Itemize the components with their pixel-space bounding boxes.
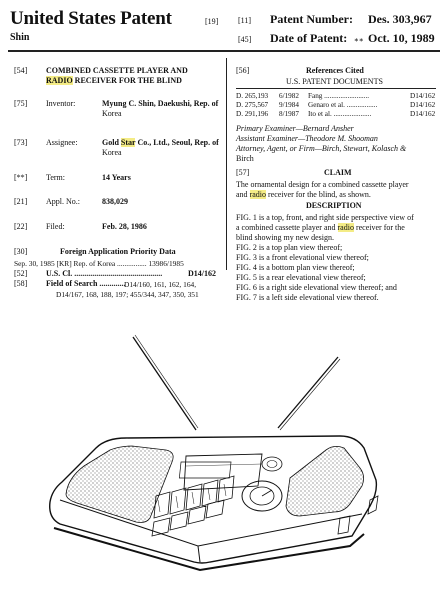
date-label: Date of Patent: <box>270 31 348 45</box>
inventor-label: Inventor: <box>46 99 76 108</box>
filed-label: Filed: <box>46 222 65 231</box>
field-line2: D14/167, 168, 188, 197; 455/344, 347, 350, 351 <box>56 290 199 299</box>
term-value: 14 Years <box>102 173 131 182</box>
assignee-line2: Korea <box>102 148 122 157</box>
highlight-radio: RADIO <box>46 76 73 85</box>
priority-ref: [30] <box>14 247 28 256</box>
appl-ref: [21] <box>14 197 28 206</box>
invention-title-line1: COMBINED CASSETTE PLAYER AND <box>46 66 188 75</box>
inventor-line2: Korea <box>102 109 122 118</box>
desc-line: FIG. 6 is a right side elevational view thereof; and <box>236 283 397 292</box>
desc-line: FIG. 1 is a top, front, and right side perspective view of <box>236 213 414 222</box>
assignee-ref: [73] <box>14 138 28 147</box>
attorney-line1: Attorney, Agent, or Firm—Birch, Stewart, Kolasch & <box>236 144 407 153</box>
date-ref: [45] <box>238 35 252 44</box>
title-field-ref: [54] <box>14 66 28 75</box>
highlight-radio: radio <box>249 190 266 199</box>
highlight-star: Star <box>120 138 136 147</box>
refs-title: References Cited <box>306 66 364 75</box>
header-rule <box>8 50 440 52</box>
citation-row: D. 291,196 8/1987 Ito et al. ..................... D14/162 <box>236 110 436 118</box>
filed-value: Feb. 28, 1986 <box>102 222 147 231</box>
appl-value: 838,029 <box>102 197 128 206</box>
claim-title: CLAIM <box>324 168 352 177</box>
priority-line: Sep. 30, 1985 [KR] Rep. of Korea ................ 13986/1985 <box>14 259 184 268</box>
citation-row: D. 275,567 9/1984 Genaro et al. ................. D14/162 <box>236 101 436 109</box>
desc-line: FIG. 4 is a bottom plan view thereof; <box>236 263 355 272</box>
date-marker: ∗∗ <box>354 36 364 44</box>
invention-title-line2: RADIO RECEIVER FOR THE BLIND <box>46 76 182 85</box>
left-antenna <box>133 337 196 430</box>
patent-number: Des. 303,967 <box>368 12 432 26</box>
inventor-ref: [75] <box>14 99 28 108</box>
column-divider <box>226 58 227 270</box>
desc-line: FIG. 5 is a rear elevational view thereof; <box>236 273 366 282</box>
inventor-line1: Myung C. Shin, Daekushi, Rep. of <box>102 99 219 108</box>
claim-ref: [57] <box>236 168 250 177</box>
desc-line: FIG. 7 is a left side elevational view thereof. <box>236 293 379 302</box>
claim-line1: The ornamental design for a combined cassette player <box>236 180 409 189</box>
field-line1: D14/160, 161, 162, 164, <box>124 280 197 289</box>
examiner-primary: Primary Examiner—Bernard Ansher <box>236 124 354 133</box>
uscl-label: U.S. Cl. ............................................ <box>46 269 163 278</box>
field-ref: [58] <box>14 279 28 288</box>
appl-label: Appl. No.: <box>46 197 80 206</box>
citation-row: D. 265,193 6/1982 Fang ......................... D14/162 <box>236 92 436 100</box>
priority-title: Foreign Application Priority Data <box>60 247 176 256</box>
field-label: Field of Search ............. <box>46 279 126 288</box>
highlight-radio: radio <box>337 223 354 232</box>
patent-title: United States Patent <box>10 8 172 29</box>
uscl-value: D14/162 <box>188 269 216 278</box>
filed-ref: [22] <box>14 222 28 231</box>
term-ref: [**] <box>14 173 28 182</box>
refs-ref: [56] <box>236 66 250 75</box>
patent-date: Oct. 10, 1989 <box>368 31 435 45</box>
right-antenna <box>278 357 338 428</box>
desc-line: FIG. 2 is a top plan view thereof; <box>236 243 343 252</box>
uscl-ref: [52] <box>14 269 28 278</box>
inventor-surname: Shin <box>10 32 30 43</box>
citation-list <box>236 92 438 120</box>
desc-line: FIG. 3 is a front elevational view thereof; <box>236 253 369 262</box>
attorney-line2: Birch <box>236 154 254 163</box>
assignee-label: Assignee: <box>46 138 78 147</box>
title-ref: [19] <box>205 17 219 26</box>
desc-line: a combined cassette player and radio receiver for the <box>236 223 405 232</box>
patent-number-label: Patent Number: <box>270 12 353 26</box>
cassette-radio-drawing <box>0 310 448 600</box>
examiner-assistant: Assistant Examiner—Theodore M. Shooman <box>236 134 378 143</box>
refs-rule <box>236 88 436 89</box>
assignee-line1: Gold Star Co., Ltd., Seoul, Rep. of <box>102 138 219 147</box>
refs-subtitle: U.S. PATENT DOCUMENTS <box>286 77 383 86</box>
desc-line: blind showing my new design. <box>236 233 334 242</box>
description-title: DESCRIPTION <box>306 201 362 210</box>
patent-number-ref: [11] <box>238 16 252 25</box>
claim-line2: and radio receiver for the blind, as shown. <box>236 190 371 199</box>
term-label: Term: <box>46 173 65 182</box>
